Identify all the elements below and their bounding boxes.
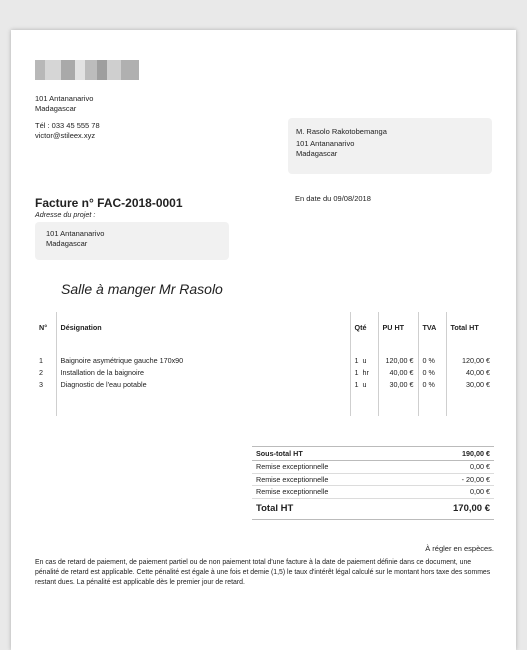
subtotal-row <box>252 447 494 461</box>
company-logo <box>35 60 139 80</box>
row-num: 3 <box>39 379 43 389</box>
header-tva: TVA <box>418 312 446 342</box>
discount-value: - 20,00 € <box>422 473 494 486</box>
company-address-line1: 101 Antananarivo <box>35 94 94 103</box>
header-qty: Qté <box>350 312 378 342</box>
row-unit: u <box>362 379 367 389</box>
row-tva: 0 % <box>418 378 446 390</box>
invoice-lines-table <box>35 312 494 416</box>
invoice-date: En date du 09/08/2018 <box>295 194 371 203</box>
company-address-line2: Madagascar <box>35 104 77 113</box>
row-qty <box>350 378 378 390</box>
row-total: 120,00 € <box>446 354 494 366</box>
header-total: Total HT <box>446 312 494 342</box>
company-address <box>35 94 100 141</box>
company-email: victor@stileex.xyz <box>35 131 96 140</box>
row-qty <box>350 354 378 366</box>
row-unit-price: 120,00 € <box>378 354 418 366</box>
totals-table <box>252 446 494 520</box>
discount-label: Remise exceptionnelle <box>252 461 422 474</box>
table-row <box>35 354 494 366</box>
discount-value: 0,00 € <box>422 461 494 474</box>
discount-label: Remise exceptionnelle <box>252 473 422 486</box>
subtotal-label: Sous-total HT <box>252 447 422 461</box>
row-unit: hr <box>362 367 369 377</box>
discount-label: Remise exceptionnelle <box>252 486 422 499</box>
row-unit-price: 40,00 € <box>378 366 418 378</box>
header-designation: Désignation <box>56 312 350 342</box>
row-tva: 0 % <box>418 366 446 378</box>
row-designation: Installation de la baignoire <box>56 366 350 378</box>
table-row <box>35 366 494 378</box>
project-address-line2: Madagascar <box>46 239 88 248</box>
discount-row <box>252 486 494 499</box>
row-designation: Diagnostic de l'eau potable <box>56 378 350 390</box>
client-name: M. Rasolo Rakotobemanga <box>296 127 387 136</box>
client-address-line1: 101 Antananarivo <box>296 139 355 148</box>
header-unit-price: PU HT <box>378 312 418 342</box>
total-label: Total HT <box>252 498 422 519</box>
row-unit-price: 30,00 € <box>378 378 418 390</box>
row-total: 40,00 € <box>446 366 494 378</box>
row-designation: Baignoire asymétrique gauche 170x90 <box>56 354 350 366</box>
discount-row <box>252 473 494 486</box>
subtotal-value: 190,00 € <box>422 447 494 461</box>
row-num: 1 <box>39 355 43 365</box>
project-address-box <box>35 222 229 260</box>
row-total: 30,00 € <box>446 378 494 390</box>
row-qty <box>350 366 378 378</box>
row-qty-value: 1 <box>354 367 359 377</box>
discount-value: 0,00 € <box>422 486 494 499</box>
company-phone: Tél : 033 45 555 78 <box>35 121 100 130</box>
legal-text: En cas de retard de paiement, de paiement partiel ou de non paiement total d'une facture à la date de paiement définie dans ce document, une pénalité de retard est applicable. Cette pénalité est égale à une fois et demie (1,5) le taux d'intérêt légal calculé sur le montant hors taxe des sommes restant dues. La pénalité est applicable dès le premier jour de retard. <box>35 559 491 586</box>
project-address-line1: 101 Antananarivo <box>46 229 105 238</box>
discount-row <box>252 461 494 474</box>
total-row <box>252 498 494 519</box>
invoice-page <box>11 30 516 650</box>
client-address-line2: Madagascar <box>296 149 338 158</box>
header-num: N° <box>39 322 48 332</box>
table-row <box>35 378 494 390</box>
project-address-label: Adresse du projet : <box>35 210 96 219</box>
row-unit: u <box>362 355 367 365</box>
invoice-title: Facture n° FAC-2018-0001 <box>35 196 183 210</box>
project-name: Salle à manger Mr Rasolo <box>61 281 223 297</box>
total-value: 170,00 € <box>422 498 494 519</box>
row-qty-value: 1 <box>354 379 359 389</box>
row-qty-value: 1 <box>354 355 359 365</box>
row-tva: 0 % <box>418 354 446 366</box>
table-header-row <box>35 312 494 342</box>
row-num: 2 <box>39 367 43 377</box>
client-address-box <box>288 118 492 174</box>
payment-note: À régler en espèces. <box>425 544 494 553</box>
